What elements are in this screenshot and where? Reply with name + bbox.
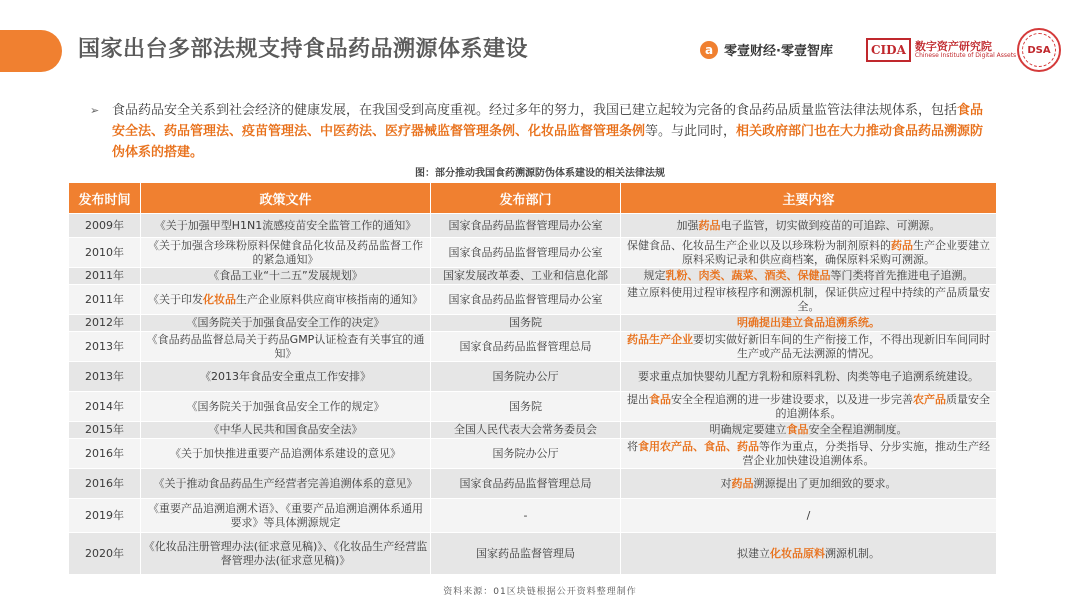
highlight-text: 药品 xyxy=(698,218,721,232)
cell-text: 《国务院关于加强食品安全工作的决定》 xyxy=(186,316,385,329)
title-accent-bar xyxy=(0,30,62,72)
cell-text: 安全全程追溯制度。 xyxy=(808,423,908,436)
cell-text: 拟建立 xyxy=(737,546,770,560)
highlight-text: 药品 xyxy=(891,238,913,252)
table-row xyxy=(69,499,997,533)
cell-department: 国家食品药品监督管理总局 xyxy=(431,332,621,362)
cell-year: 2012年 xyxy=(69,315,141,332)
regulations-table xyxy=(68,182,997,575)
lingyi-brand-text: 零壹财经·零壹智库 xyxy=(724,44,833,59)
cell-text: 质量安全的追溯体系。 xyxy=(775,392,990,420)
cida-name-cn: 数字资产研究院 xyxy=(914,39,992,53)
cell-text: 提出 xyxy=(627,392,649,406)
cell-text: 《关于印发 xyxy=(148,292,203,306)
cida-brand-logo xyxy=(866,38,1016,62)
cell-text: 等作为重点，分类指导、分步实施，推动生产经营企业加快建设追溯体系。 xyxy=(742,439,990,467)
table-body xyxy=(69,214,997,575)
cell-year: 2010年 xyxy=(69,238,141,268)
dsa-seal-text: DSA xyxy=(1022,33,1056,67)
cell-year: 2020年 xyxy=(69,533,141,575)
table-caption: 图：部分推动我国食药溯源防伪体系建设的相关法律法规 xyxy=(415,168,665,179)
highlight-text: 化妆品 xyxy=(203,292,236,306)
table-row xyxy=(69,268,997,285)
table-row xyxy=(69,315,997,332)
cell-department: 国家食品药品监督管理局办公室 xyxy=(431,214,621,238)
cell-content xyxy=(621,285,997,315)
cida-name-en: Chinese Institute of Digital Assets xyxy=(914,51,1017,59)
highlight-text: 乳粉、肉类、蔬菜、酒类、保健品 xyxy=(665,269,831,282)
cell-text: 《国务院关于加强食品安全工作的规定》 xyxy=(186,399,385,413)
header-content: 主要内容 xyxy=(621,183,997,214)
table-row xyxy=(69,238,997,268)
table-row xyxy=(69,332,997,362)
cell-year: 2011年 xyxy=(69,285,141,315)
table-header-row xyxy=(69,183,997,214)
cell-year: 2009年 xyxy=(69,214,141,238)
cell-department: - xyxy=(431,499,621,533)
cell-text: 规定 xyxy=(643,269,666,282)
cell-department: 国家发展改革委、工业和信息化部 xyxy=(431,268,621,285)
intro-paragraph xyxy=(90,100,990,163)
cell-text: 明确规定要建立 xyxy=(709,423,787,436)
cell-year: 2016年 xyxy=(69,439,141,469)
intro-segment: 食品药品安全关系到社会经济的健康发展，在我国受到高度重视。经过多年的努力，我国已建立起较为完备的食品药品质量监管法律法规体系，包括 xyxy=(112,103,958,118)
lingyi-logo-icon: a xyxy=(700,41,718,59)
cell-content xyxy=(621,422,997,439)
page-title: 国家出台多部法规支持食品药品溯源体系建设 xyxy=(78,37,529,62)
dsa-seal-icon xyxy=(1017,28,1061,72)
cell-content xyxy=(621,439,997,469)
cell-department: 国务院办公厅 xyxy=(431,362,621,392)
highlight-text: 药品 xyxy=(731,476,754,490)
cell-text: 《食品工业“十二五”发展规划》 xyxy=(208,269,363,282)
table-row xyxy=(69,422,997,439)
cell-text: 保健食品、化妆品生产企业以及以珍珠粉为制剂原料的 xyxy=(627,238,891,252)
cell-department: 国家食品药品监督管理局办公室 xyxy=(431,238,621,268)
highlight-text: 农产品 xyxy=(913,392,946,406)
cell-content xyxy=(621,499,997,533)
table-row xyxy=(69,285,997,315)
highlight-text: 食用农产品、食品、药品 xyxy=(638,439,759,453)
cell-department: 国家食品药品监督管理局办公室 xyxy=(431,285,621,315)
highlight-text: 化妆品原料 xyxy=(770,546,825,560)
cell-text: 《化妆品注册管理办法(征求意见稿)》、《化妆品生产经营监督管理办法(征求意见稿)》 xyxy=(143,539,428,567)
cell-department: 全国人民代表大会常务委员会 xyxy=(431,422,621,439)
intro-highlight: 相关政府部门也在大力推动食品药品溯源防伪体系的搭建。 xyxy=(112,124,984,160)
cell-text: 建立原料使用过程审核程序和溯源机制，保证供应过程中持续的产品质量安全。 xyxy=(627,285,990,313)
cell-department: 国务院 xyxy=(431,315,621,332)
cell-document xyxy=(141,315,431,332)
cell-content xyxy=(621,392,997,422)
cell-document xyxy=(141,285,431,315)
cell-document xyxy=(141,469,431,499)
cell-document xyxy=(141,392,431,422)
cell-text: 《食品药品监督总局关于药品GMP认证检查有关事宜的通知》 xyxy=(146,332,425,360)
cell-text: 《关于推动食品药品生产经营者完善追溯体系的意见》 xyxy=(153,476,418,490)
bullet-arrow-icon: ➢ xyxy=(90,104,100,117)
cell-text: 《中华人民共和国食品安全法》 xyxy=(208,423,363,436)
cell-document xyxy=(141,268,431,285)
cell-department: 国家食品药品监督管理总局 xyxy=(431,469,621,499)
cell-document xyxy=(141,439,431,469)
lingyi-brand-logo xyxy=(700,40,833,59)
table-row xyxy=(69,439,997,469)
cell-year: 2019年 xyxy=(69,499,141,533)
cell-content xyxy=(621,533,997,575)
cell-content xyxy=(621,238,997,268)
cell-year: 2016年 xyxy=(69,469,141,499)
cell-text: 电子监管，切实做到疫苗的可追踪、可溯源。 xyxy=(720,218,941,232)
cell-document xyxy=(141,214,431,238)
cell-year: 2015年 xyxy=(69,422,141,439)
table-row xyxy=(69,362,997,392)
cell-text: 等门类将首先推进电子追溯。 xyxy=(830,269,974,282)
table-row xyxy=(69,533,997,575)
intro-segment: 等。与此同时， xyxy=(645,124,737,139)
table-row xyxy=(69,469,997,499)
cell-text: 《重要产品追溯追溯术语》、《重要产品追溯追溯体系通用要求》等具体溯源规定 xyxy=(148,501,423,529)
cell-text: 对 xyxy=(720,476,732,490)
header-department: 发布部门 xyxy=(431,183,621,214)
cell-text: 生产企业原料供应商审核指南的通知》 xyxy=(236,292,423,306)
cell-content xyxy=(621,214,997,238)
intro-highlight: 食品安全法、药品管理法、疫苗管理法、中医药法、医疗器械监督管理条例、化妆品监督管理条例 xyxy=(112,103,984,139)
highlight-text: 食品 xyxy=(786,423,809,436)
cell-content xyxy=(621,469,997,499)
highlight-text: 药品生产企业 xyxy=(627,332,693,346)
cell-document xyxy=(141,422,431,439)
cell-text: / xyxy=(806,508,811,522)
cida-logo-icon: CIDA xyxy=(866,38,911,62)
source-note: 资料来源：01区块链根据公开资料整理制作 xyxy=(443,587,637,597)
cell-text: 生产企业要建立原料采购记录和供应商档案，确保原料采购可溯源。 xyxy=(682,238,990,266)
highlight-text: 明确提出建立食品追溯系统。 xyxy=(737,316,880,329)
cell-text: 《关于加快推进重要产品追溯体系建设的意见》 xyxy=(170,446,401,460)
cell-text: 《关于加强含珍珠粉原料保健食品化妆品及药品监督工作的紧急通知》 xyxy=(148,238,423,266)
intro-text xyxy=(112,100,990,163)
cell-document xyxy=(141,533,431,575)
cell-content xyxy=(621,332,997,362)
cell-year: 2013年 xyxy=(69,362,141,392)
cell-document xyxy=(141,332,431,362)
table-row xyxy=(69,214,997,238)
cell-text: 溯源提出了更加细致的要求。 xyxy=(753,476,897,490)
cell-department: 国家药品监督管理局 xyxy=(431,533,621,575)
cell-document xyxy=(141,238,431,268)
cell-text: 加强 xyxy=(676,218,699,232)
cell-content xyxy=(621,315,997,332)
cell-text: 要切实做好新旧车间的生产衔接工作，不得出现新旧车间同时生产或产品无法溯源的情况。 xyxy=(693,332,990,360)
cell-text: 将 xyxy=(627,439,638,453)
cell-year: 2011年 xyxy=(69,268,141,285)
cell-text: 《关于加强甲型H1N1流感疫苗安全监管工作的通知》 xyxy=(154,218,417,232)
cell-document xyxy=(141,499,431,533)
cell-text: 溯源机制。 xyxy=(825,546,880,560)
cell-text: 要求重点加快婴幼儿配方乳粉和原料乳粉、肉类等电子追溯系统建设。 xyxy=(638,369,979,383)
cell-text: 《2013年食品安全重点工作安排》 xyxy=(200,369,371,383)
cell-department: 国务院 xyxy=(431,392,621,422)
cell-content xyxy=(621,362,997,392)
cell-document xyxy=(141,362,431,392)
cell-text: 安全全程追溯的进一步建设要求，以及进一步完善 xyxy=(671,392,913,406)
cell-year: 2013年 xyxy=(69,332,141,362)
cell-content xyxy=(621,268,997,285)
header-document: 政策文件 xyxy=(141,183,431,214)
highlight-text: 食品 xyxy=(649,392,671,406)
table-row xyxy=(69,392,997,422)
cell-department: 国务院办公厅 xyxy=(431,439,621,469)
header-year: 发布时间 xyxy=(69,183,141,214)
cell-year: 2014年 xyxy=(69,392,141,422)
